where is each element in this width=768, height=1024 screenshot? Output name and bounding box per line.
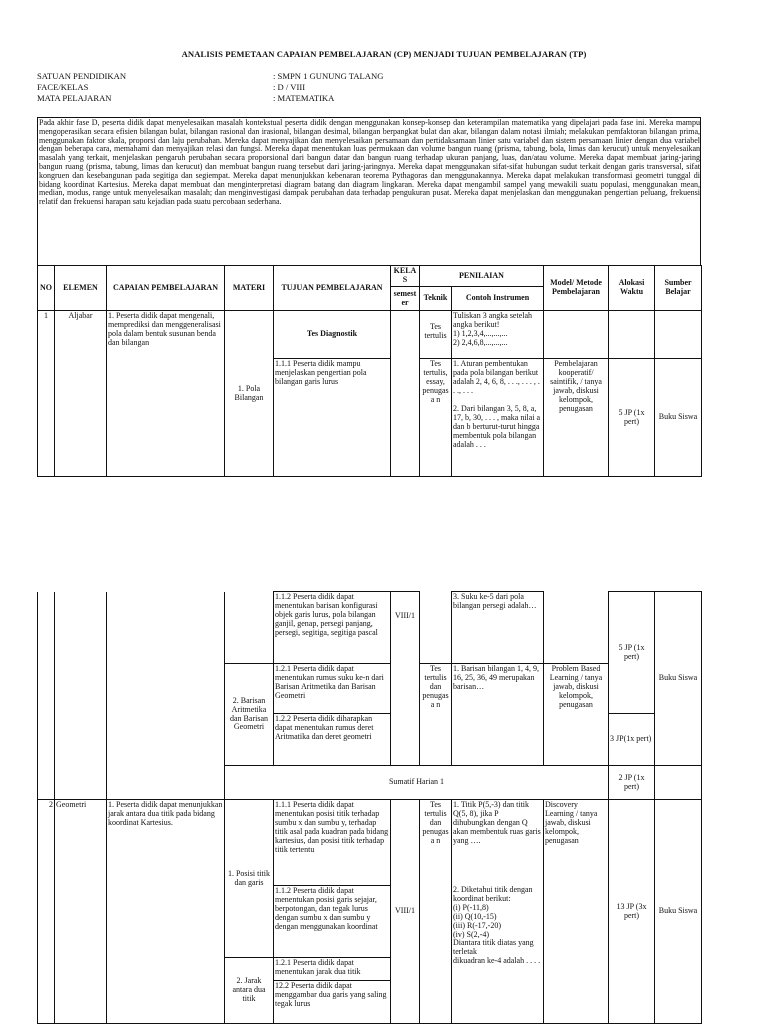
spacer: [453, 846, 542, 886]
tp-jarak-cell: [274, 958, 391, 1024]
mapping-table-page2: [37, 591, 702, 1024]
model-3: Discovery Learning / tanya jawab, diskusi kelompok, penugasan: [544, 800, 609, 1024]
header-model: Model/ Metode Pembelajaran: [544, 266, 609, 311]
cont-cp: [107, 592, 225, 800]
alokasi-1: 5 JP (1x pert): [609, 592, 655, 714]
materi-jarak: 2. Jarak antara dua titik: [225, 958, 274, 1024]
cont-model: [544, 592, 609, 664]
row-elemen: Aljabar: [55, 311, 107, 477]
header-tp: TUJUAN PEMBELAJARAN: [274, 266, 391, 311]
header-penilaian: PENILAIAN: [420, 266, 544, 287]
alokasi-3: 13 JP (3x pert): [609, 800, 655, 1024]
tp-1-1-2: 1.1.2 Peserta didik dapat menentukan barisan konfigurasi objek garis lurus, pola bilangan ganjil, genap, persegi panjang, persegi, segitiga, segitiga pascal: [274, 592, 391, 664]
row-materi: 1. Pola Bilangan: [225, 311, 274, 477]
row-elemen-2: Geometri: [55, 800, 107, 1024]
model-2: Problem Based Learning / tanya jawab, diskusi kelompok, penugasan: [544, 664, 609, 766]
diagnostic-sumber: [655, 311, 702, 359]
row-no-2: 2: [38, 800, 55, 1024]
header-cp: CAPAIAN PEMBELAJARAN: [107, 266, 225, 311]
header-sumber: Sumber Belajar: [655, 266, 702, 311]
sumatif-alokasi: 2 JP (1x pert): [609, 766, 655, 800]
row-instrumen: 1. Aturan pembentukan pada pola bilangan berikut adalah 2, 4, 6, 8, . . ., . . . , . . ., . . . 2. Dari bilangan 3, 5, 8, a, 17, b, 30, . . . , maka nilai a dan b berturut-turut hingga membentuk pola bilangan adalah . . .: [452, 359, 544, 477]
instrumen-g1: 1. Titik P(5,-3) dan titik Q(5, 8), jika P dihubungkan dengan Q akan membentuk ruas garis yang ….: [453, 800, 541, 845]
header-semester: semest er: [391, 287, 420, 311]
tp-1-2-2: 1.2.2 Peserta didik diharapkan dapat menentukan rumus deret Aritmatika dan deret geometri: [274, 714, 391, 766]
sumatif-harian: Sumatif Harian 1: [225, 766, 609, 800]
tp-2-2-2: 12.2 Peserta didik dapat menggambar dua garis yang saling tegak lurus: [275, 981, 387, 1008]
tp-2-1-2: 1.1.2 Peserta didik dapat menentukan posisi garis sejajar, berpotongan, dan tegak lurus dengan sumbu x dan sumbu y dengan menggunakan koordinat: [274, 886, 391, 958]
teknik-3: Tes tertulis dan penugasa n: [420, 800, 452, 1024]
diagnostic-label: Tes Diagnostik: [274, 311, 391, 359]
row-tp: 1.1.1 Peserta didik mampu menjelaskan pengertian pola bilangan garis lurus: [274, 359, 391, 477]
cont-teknik: [420, 592, 452, 664]
document-meta: [37, 72, 737, 105]
header-instrumen: Contoh Instrumen: [452, 287, 544, 311]
header-materi: MATERI: [225, 266, 274, 311]
kelas-cell: VIII/1: [391, 592, 420, 766]
tp-1-2-1: 1.2.1 Peserta didik dapat menentukan rumus suku ke-n dari Barisan Aritmetika dan Barisan Geometri: [274, 664, 391, 714]
document-title: ANALISIS PEMETAAN CAPAIAN PEMBELAJARAN (CP) MENJADI TUJUAN PEMBELAJARAN (TP): [181, 49, 587, 59]
diagnostic-instrumen: Tuliskan 3 angka setelah angka berikut! 1) 1,2,3,4,...,...,... 2) 2,4,6,8,...,...,...: [452, 311, 544, 359]
meta-row: [37, 94, 737, 105]
sumatif-sumber: [655, 766, 702, 800]
header-teknik: Teknik: [420, 287, 452, 311]
meta-value: : MATEMATIKA: [273, 93, 335, 103]
meta-key: MATA PELAJARAN: [37, 93, 112, 103]
row-cp: 1. Peserta didik dapat mengenali, memprediksi dan menggeneralisasi pola dalam bentuk susunan benda dan bilangan: [107, 311, 225, 477]
diagnostic-model: [544, 311, 609, 359]
meta-key: SATUAN PENDIDIKAN: [37, 71, 127, 81]
alokasi-2: 3 JP(1x pert): [609, 714, 655, 766]
row-alokasi: 5 JP (1x pert): [609, 359, 655, 477]
sumber-1: Buku Siswa: [655, 592, 702, 766]
meta-value: : D / VIII: [273, 82, 306, 92]
materi-barisan: 2. Barisan Aritmetika dan Barisan Geometri: [225, 664, 274, 766]
instrumen-2: 1. Barisan bilangan 1, 4, 9, 16, 25, 36, 49 merupakan barisan…: [452, 664, 544, 766]
tp-2-2-1: 1.2.1 Peserta didik dapat menentukan jarak dua titik: [274, 958, 390, 981]
header-no: NO: [38, 266, 55, 311]
header-alokasi: Alokasi Waktu: [609, 266, 655, 311]
sumber-3: Buku Siswa: [655, 800, 702, 1024]
meta-row: [37, 83, 737, 94]
cont-no: [38, 592, 55, 800]
meta-value: : SMPN 1 GUNUNG TALANG: [273, 71, 384, 81]
cont-materi: [225, 592, 274, 664]
cp-description: Pada akhir fase D, peserta didik dapat menyelesaikan masalah kontekstual peserta didik dengan menggunakan konsep-konsep dan keterampilan matematika yang dipelajari pada fase ini. Mereka mampu mengoperasikan secara efisien bilangan bulat, bilangan rasional dan irasional, bilangan desimal, bilangan berpangkat bulat dan akar, bilangan dalam notasi ilmiah; melakukan pemfaktoran bilangan prima, menggunakan faktor skala, proporsi dan laju perubahan. Mereka dapat menyajikan dan menyelesaikan persamaan dan pertidaksamaan linier satu variabel dan sistem persamaan linier dengan dua variabel dengan beberapa cara, memahami dan menyajikan relasi dan fungsi. Mereka dapat menentukan luas permukaan dan volume bangun ruang (prisma, tabung, bola, limas dan kerucut) untuk menyelesaikan masalah yang terkait, menjelaskan pengaruh perubahan secara proporsional dari bangun datar dan bangun ruang terhadap ukuran panjang, luas, dan/atau volume. Mereka dapat membuat jaring-jaring bangun ruang (prisma, tabung, limas dan kerucut) dan membuat bangun ruang tersebut dari jaring-jaringnya. Mereka dapat menggunakan sifat-sifat hubungan sudut terkait dengan garis transversal, sifat kongruen dan kesebangunan pada segitiga dan segiempat. Mereka dapat menunjukkan kebenaran teorema Pythagoras dan menggunakannya. Mereka dapat melakukan transformasi geometri tunggal di bidang koordinat Kartesius. Mereka dapat membuat dan menginterpretasi diagram batang dan diagram lingkaran. Mereka dapat mengambil sampel yang mewakili suatu populasi, menggunakan mean, median, modus, range untuk menyelesaikan masalah; dan menginvestigasi dampak perubahan data terhadap pengukuran pusat. Mereka dapat menjelaskan dan menggunakan pengertian peluang, frekuensi relatif dan frekuensi harapan satu kejadian pada suatu percobaan sederhana.: [37, 117, 701, 265]
diagnostic-alokasi: [609, 311, 655, 359]
kelas-cell-2: VIII/1: [391, 800, 420, 1024]
header-elemen: ELEMEN: [55, 266, 107, 311]
row-teknik: Tes tertulis, essay, penugasa n: [420, 359, 452, 477]
meta-key: FACE/KELAS: [37, 82, 89, 92]
row-kelas: [391, 311, 420, 477]
diagnostic-teknik: Tes tertulis: [420, 311, 452, 359]
instrumen-3: 3. Suku ke-5 dari pola bilangan persegi adalah…: [452, 592, 544, 664]
tp-2-1-1: 1.1.1 Peserta didik dapat menentukan posisi titik terhadap sumbu x dan sumbu y, terhadap titik asal pada kuadran pada bidang kartesius, dan posisi titik terhadap titik tertentu: [274, 800, 391, 886]
instrumen-g2: 2. Diketahui titik dengan koordinat berikut: (i) P(-11,8) (ii) Q(10,-15) (iii) R(-17,-20) (iv) S(2,-4) Diantara titik diatas yang terletak dikuadran ke-4 adalah . . . .: [453, 884, 541, 966]
row-cp-2: 1. Peserta didik dapat menunjukkan jarak antara dua titik pada bidang koordinat Kartesius.: [107, 800, 225, 1024]
header-kelas: KELA S: [391, 266, 420, 287]
cont-elemen: [55, 592, 107, 800]
row-sumber: Buku Siswa: [655, 359, 702, 477]
meta-row: [37, 72, 737, 83]
instrumen-geometri: [452, 800, 544, 1024]
materi-posisi: 1. Posisi titik dan garis: [225, 800, 274, 958]
teknik-2: Tes tertulis dan penugasa n: [420, 664, 452, 766]
mapping-table-page1: [37, 265, 702, 477]
row-no: 1: [38, 311, 55, 477]
page-gap: [0, 480, 768, 590]
row-model: Pembelajaran kooperatif/ saintifik, / tanya jawab, diskusi kelompok, penugasan: [544, 359, 609, 477]
